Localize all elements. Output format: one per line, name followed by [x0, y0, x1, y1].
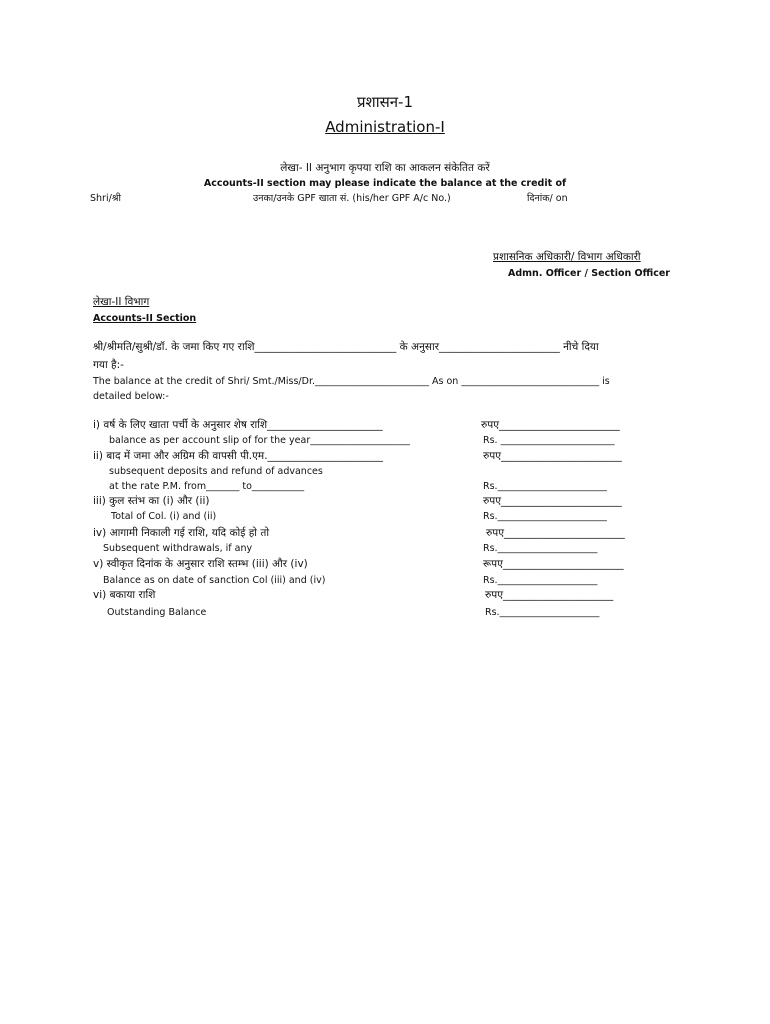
item-iv-english: Subsequent withdrawals, if any — [103, 543, 253, 554]
item-v-amount-hindi: रूपए_______________________ — [483, 558, 624, 570]
item-v-hindi: v) स्वीकृत दिनांक के अनुसार राशि स्तम्भ (iii) और (iv) — [93, 558, 308, 570]
section-english: Accounts-II Section — [93, 313, 197, 324]
section-hindi: लेखा-II विभाग — [93, 296, 150, 308]
item-vi-english: Outstanding Balance — [107, 607, 207, 618]
title-hindi: प्रशासन-1 — [356, 93, 414, 111]
credit-line-english-1: The balance at the credit of Shri/ Smt./Miss/Dr.________________________ As on _____________________________ is — [93, 376, 610, 387]
item-iii-amount-hindi: रुपए_______________________ — [483, 495, 622, 507]
item-vi-amount-english: Rs._____________________ — [485, 607, 600, 618]
signatory-hindi: प्रशासनिक अधिकारी/ विभाग अधिकारी — [493, 251, 641, 263]
request-line-english: Accounts-II section may please indicate the balance at the credit of — [203, 178, 567, 189]
item-ii-english-1: subsequent deposits and refund of advances — [109, 466, 323, 477]
item-ii-english-2: at the rate P.M. from_______ to___________ — [109, 481, 305, 492]
item-i-hindi: i) वर्ष के लिए खाता पर्ची के अनुसार शेष राशि______________________ — [93, 419, 383, 431]
credit-line-english-2: detailed below:- — [93, 391, 169, 402]
item-v-amount-english: Rs._____________________ — [483, 575, 598, 586]
item-iv-hindi: iv) आगामी निकाली गई राशि, यदि कोई हो तो — [93, 527, 270, 539]
item-i-amount-english: Rs. ________________________ — [483, 435, 615, 446]
item-iv-amount-english: Rs._____________________ — [483, 543, 598, 554]
item-ii-amount-hindi: रुपए_______________________ — [483, 450, 622, 462]
credit-line-hindi-2: गया है:- — [93, 359, 124, 371]
request-line-hindi: लेखा- II अनुभाग कृपया राशि का आकलन संकेतित करें — [280, 162, 490, 174]
date-label: दिनांक/ on — [527, 193, 568, 204]
item-ii-amount-english: Rs._______________________ — [483, 481, 607, 492]
item-ii-hindi: ii) बाद में जमा और अग्रिम की वापसी पी.एम.______________________ — [93, 450, 384, 462]
item-i-english: balance as per account slip of for the year_____________________ — [109, 435, 410, 446]
item-iii-amount-english: Rs._______________________ — [483, 511, 607, 522]
signatory-english: Admn. Officer / Section Officer — [508, 268, 670, 279]
item-i-amount-hindi: रुपए_______________________ — [481, 419, 620, 431]
item-vi-hindi: vi) बकाया राशि — [93, 589, 156, 601]
item-v-english: Balance as on date of sanction Col (iii) and (iv) — [103, 575, 326, 586]
item-iii-hindi: iii) कुल स्तंभ का (i) और (ii) — [93, 495, 210, 507]
item-vi-amount-hindi: रुपए_____________________ — [485, 589, 614, 601]
item-iv-amount-hindi: रुपए_______________________ — [486, 527, 625, 539]
credit-line-hindi-1: श्री/श्रीमति/सुश्री/डॉ. के जमा किए गए राशि___________________________ के अनुसार_______________________ नीचे दिया — [93, 341, 599, 353]
item-iii-english: Total of Col. (i) and (ii) — [111, 511, 217, 522]
shri-label: Shri/श्री — [90, 193, 121, 204]
gpf-account-label: उनका/उनके GPF खाता सं. (his/her GPF A/c No.) — [253, 193, 451, 204]
title-english: Administration-I — [325, 118, 445, 136]
